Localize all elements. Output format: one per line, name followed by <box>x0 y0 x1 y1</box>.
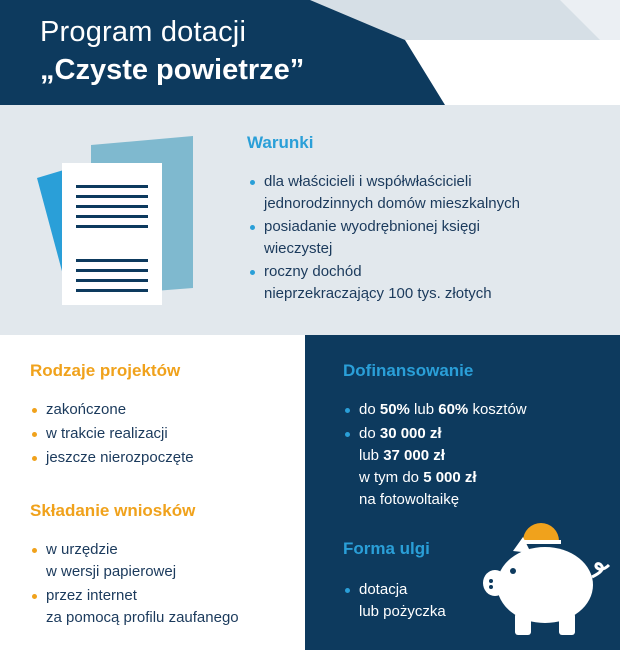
list-item: w urzędzie w wersji papierowej <box>30 539 300 583</box>
list-item: przez internet za pomocą profilu zaufanego <box>30 585 300 629</box>
list-item: do 30 000 zł lub 37 000 zł w tym do 5 000 zł na fotowoltaikę <box>343 423 613 511</box>
list-item: dla właścicieli i współwłaścicieli jednorodzinnych domów mieszkalnych <box>248 171 608 215</box>
conditions-title: Warunki <box>247 133 314 152</box>
header <box>0 0 620 105</box>
list-item: roczny dochód nieprzekraczający 100 tys. złotych <box>248 261 608 305</box>
relief-form-title: Forma ulgi <box>343 539 430 558</box>
funding-list <box>343 399 613 513</box>
conditions-list <box>248 171 608 306</box>
list-item: zakończone <box>30 399 194 421</box>
list-item: posiadanie wyodrębnionej księgi wieczystej <box>248 216 608 260</box>
projects-list <box>30 399 194 471</box>
applications-list <box>30 539 300 631</box>
relief-form-list <box>343 579 483 623</box>
list-item: do 50% lub 60% kosztów <box>343 399 613 421</box>
projects-title: Rodzaje projektów <box>30 361 181 380</box>
page-title-line2: „Czyste powietrze” <box>40 54 305 86</box>
list-item: dotacja lub pożyczka <box>343 579 483 623</box>
documents-icon <box>32 125 212 305</box>
conditions-section <box>0 105 620 335</box>
page-title-line1: Program dotacji <box>40 16 247 48</box>
applications-title: Składanie wniosków <box>30 501 196 520</box>
piggy-bank-icon <box>475 515 615 645</box>
list-item: jeszcze nierozpoczęte <box>30 447 194 469</box>
funding-title: Dofinansowanie <box>343 361 474 380</box>
right-panel <box>305 335 620 650</box>
list-item: w trakcie realizacji <box>30 423 194 445</box>
left-panel <box>0 335 305 650</box>
